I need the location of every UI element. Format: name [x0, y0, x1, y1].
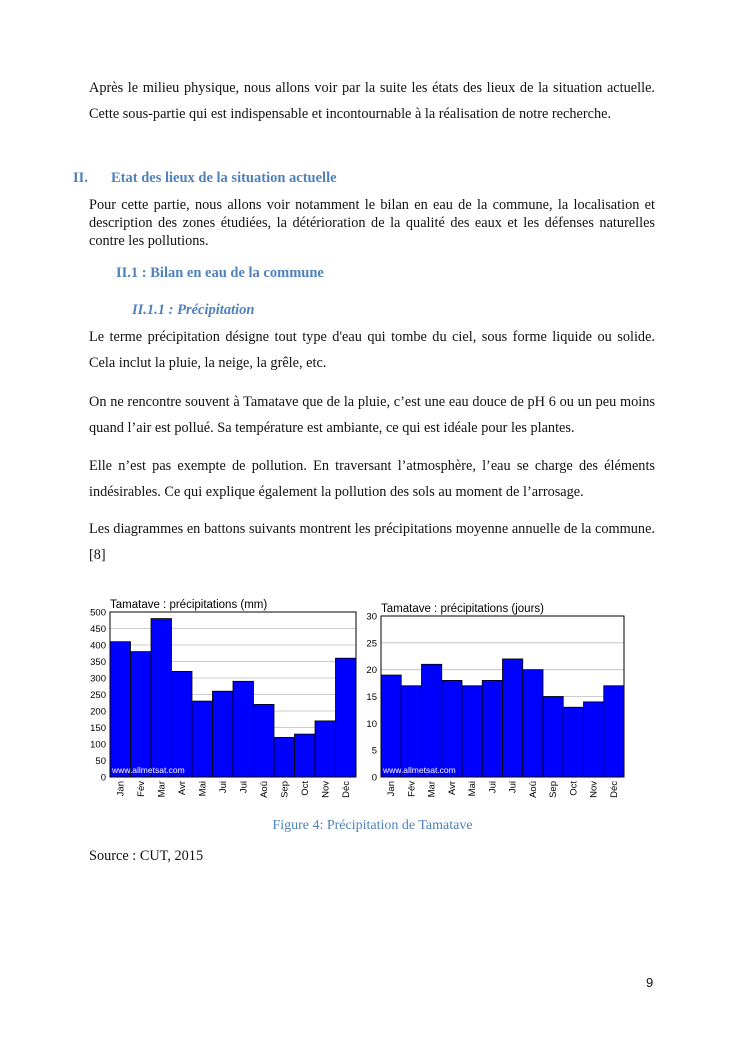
bar-jui — [482, 680, 502, 777]
x-tick-label: Mai — [197, 781, 209, 797]
y-tick-label: 0 — [371, 772, 377, 784]
bar-fév — [131, 652, 152, 777]
figure-caption: Figure 4: Précipitation de Tamatave — [272, 818, 473, 833]
y-tick-label: 350 — [90, 657, 106, 668]
x-tick-label: Fév — [135, 781, 147, 797]
page-number: 9 — [646, 975, 654, 990]
subsubsection-title: II.1.1 : Précipitation — [132, 302, 255, 318]
bar-avr — [172, 671, 193, 777]
body-paragraph-2: On ne rencontre souvent à Tamatave que de la pluie, c’est une eau douce de pH 6 ou un peu moins quand l’air est pollué. Sa température est ambiante, ce qui est idéale pour les plantes. — [89, 394, 655, 436]
y-tick-label: 150 — [90, 723, 106, 734]
y-tick-label: 5 — [371, 745, 377, 757]
bar-jui — [213, 691, 234, 777]
bar-nov — [315, 721, 336, 777]
y-tick-label: 30 — [366, 611, 377, 623]
x-tick-label: Jan — [115, 781, 127, 797]
chart-title: Tamatave : précipitations (mm) — [110, 599, 268, 611]
bar-déc — [336, 658, 357, 777]
y-tick-label: 300 — [90, 673, 106, 685]
body-paragraph-1: Le terme précipitation désigne tout type d'eau qui tombe du ciel, sous forme liquide ou solide. Cela inclut la pluie, la neige, la grêle, etc. — [89, 329, 655, 371]
x-tick-label: Sep — [548, 781, 560, 798]
body-paragraph-4: Les diagrammes en battons suivants montrent les précipitations moyenne annuelle de la commune. [8] — [89, 521, 655, 563]
x-tick-label: Mar — [156, 781, 168, 798]
source-line: Source : CUT, 2015 — [89, 848, 204, 864]
bar-avr — [442, 680, 462, 777]
y-tick-label: 25 — [366, 638, 377, 650]
bar-aoû — [523, 670, 543, 777]
chart-precip-mm — [88, 592, 358, 808]
bar-oct — [563, 707, 583, 777]
section-intro-paragraph: Pour cette partie, nous allons voir notamment le bilan en eau de la commune, la localisation et description des zones étudiées, la détérioration de la qualité des eaux et les défenses naturelles contre les pollutions. — [89, 197, 655, 249]
y-tick-label: 200 — [90, 706, 106, 718]
bar-sep — [543, 697, 563, 778]
x-tick-label: Fév — [406, 781, 418, 797]
bar-jui — [233, 681, 254, 777]
x-tick-label: Jui — [217, 781, 229, 794]
section-number: II. — [73, 170, 88, 186]
x-tick-label: Aoû — [527, 781, 539, 798]
chart-precip-days — [356, 592, 626, 808]
watermark: www.allmetsat.com — [112, 765, 185, 775]
x-tick-label: Déc — [608, 781, 620, 798]
x-tick-label: Avr — [176, 781, 188, 796]
intro-paragraph: Après le milieu physique, nous allons voir par la suite les états des lieux de la situation actuelle. Cette sous-partie qui est indispensable et incontournable à la réalisation de notre recherche. — [89, 80, 655, 122]
y-tick-label: 20 — [366, 665, 377, 677]
y-tick-label: 250 — [90, 690, 106, 701]
y-tick-label: 15 — [366, 692, 377, 703]
bar-nov — [584, 702, 604, 777]
body-paragraph-3: Elle n’est pas exempte de pollution. En traversant l’atmosphère, l’eau se charge des éléments indésirables. Ce qui explique également la pollution des sols au moment de l’arrosage. — [89, 458, 655, 500]
x-tick-label: Oct — [299, 781, 311, 796]
x-tick-label: Jui — [507, 781, 519, 794]
y-tick-label: 500 — [90, 607, 106, 619]
x-tick-label: Jui — [238, 781, 250, 794]
bar-mai — [192, 701, 213, 777]
bar-mai — [462, 686, 482, 777]
bar-fév — [401, 686, 421, 777]
bar-sep — [274, 737, 295, 777]
x-tick-label: Nov — [588, 781, 600, 798]
x-tick-label: Déc — [340, 781, 352, 798]
bar-jui — [503, 659, 523, 777]
bar-jan — [110, 642, 131, 777]
subsection-title: II.1 : Bilan en eau de la commune — [116, 265, 324, 281]
y-tick-label: 50 — [95, 756, 106, 767]
section-title: Etat des lieux de la situation actuelle — [111, 170, 337, 186]
y-tick-label: 450 — [90, 624, 106, 635]
bar-mar — [151, 619, 172, 777]
chart-precip-days-svg — [356, 592, 626, 808]
x-tick-label: Jui — [487, 781, 499, 794]
x-tick-label: Oct — [568, 781, 580, 796]
x-tick-label: Aoû — [258, 781, 270, 798]
bar-oct — [295, 734, 316, 777]
watermark: www.allmetsat.com — [383, 765, 456, 775]
bar-jan — [381, 675, 401, 777]
bar-mar — [422, 664, 442, 777]
chart-precip-mm-svg — [88, 592, 358, 808]
y-tick-label: 10 — [366, 718, 377, 730]
x-tick-label: Jan — [386, 781, 398, 797]
y-tick-label: 100 — [90, 739, 106, 751]
x-tick-label: Sep — [279, 781, 291, 798]
y-tick-label: 0 — [100, 772, 106, 784]
x-tick-label: Mar — [426, 781, 438, 798]
x-tick-label: Nov — [320, 781, 332, 798]
bar-déc — [604, 686, 624, 777]
chart-title: Tamatave : précipitations (jours) — [381, 603, 544, 615]
x-tick-label: Mai — [467, 781, 479, 797]
bar-aoû — [254, 704, 275, 777]
y-tick-label: 400 — [90, 640, 106, 652]
x-tick-label: Avr — [446, 781, 458, 796]
